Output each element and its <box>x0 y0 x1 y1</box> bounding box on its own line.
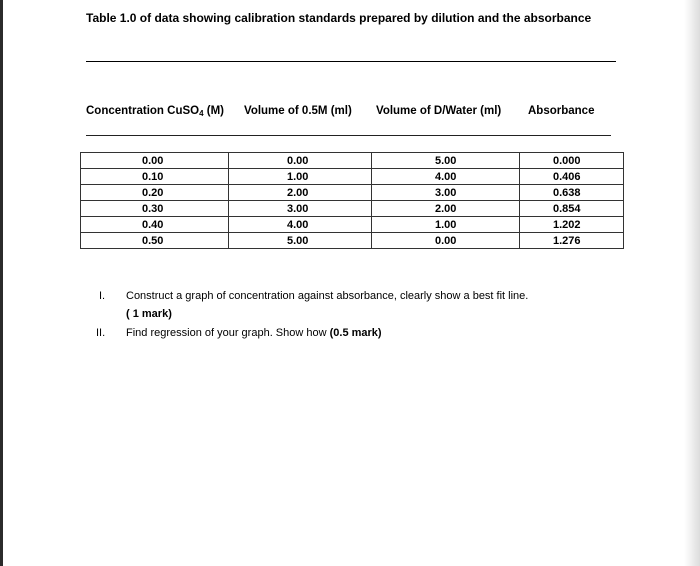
cell-volume-water: 0.00 <box>372 233 520 249</box>
question-2-text: Find regression of your graph. Show how (0.5 mark) <box>126 327 382 339</box>
table-title: Table 1.0 of data showing calibration standards prepared by dilution and the absorbance <box>86 11 592 25</box>
cell-concentration: 0.40 <box>81 217 229 233</box>
cell-absorbance: 0.854 <box>520 201 624 217</box>
cell-volume-stock: 5.00 <box>229 233 372 249</box>
calibration-table <box>80 152 624 249</box>
cell-volume-water: 4.00 <box>372 169 520 185</box>
cell-volume-stock: 4.00 <box>229 217 372 233</box>
cell-concentration: 0.00 <box>81 153 229 169</box>
cell-volume-stock: 3.00 <box>229 201 372 217</box>
cell-absorbance: 0.000 <box>520 153 624 169</box>
header-absorbance: Absorbance <box>528 105 595 117</box>
cell-volume-water: 2.00 <box>372 201 520 217</box>
header-concentration: Concentration CuSO$_4$ (M) <box>86 105 224 118</box>
page-left-edge <box>0 0 3 566</box>
table-row <box>81 185 624 201</box>
table-row <box>81 169 624 185</box>
header-volume-water: Volume of D/Water (ml) <box>376 105 502 117</box>
question-1-number: I. <box>99 290 106 302</box>
table-row <box>81 201 624 217</box>
cell-concentration: 0.30 <box>81 201 229 217</box>
cell-volume-water: 1.00 <box>372 217 520 233</box>
page-right-shadow <box>684 0 700 566</box>
cell-volume-water: 5.00 <box>372 153 520 169</box>
cell-absorbance: 0.406 <box>520 169 624 185</box>
cell-absorbance: 0.638 <box>520 185 624 201</box>
table-row <box>81 233 624 249</box>
cell-absorbance: 1.202 <box>520 217 624 233</box>
answer-line <box>86 61 616 62</box>
question-1-marks: ( 1 mark) <box>126 308 172 320</box>
cell-volume-stock: 0.00 <box>229 153 372 169</box>
header-underline <box>86 135 611 136</box>
header-volume-stock: Volume of 0.5M (ml) <box>244 105 352 117</box>
cell-volume-stock: 2.00 <box>229 185 372 201</box>
cell-concentration: 0.50 <box>81 233 229 249</box>
question-2-number: II. <box>96 327 106 339</box>
cell-concentration: 0.20 <box>81 185 229 201</box>
cell-concentration: 0.10 <box>81 169 229 185</box>
cell-volume-stock: 1.00 <box>229 169 372 185</box>
table-row <box>81 217 624 233</box>
cell-absorbance: 1.276 <box>520 233 624 249</box>
cell-volume-water: 3.00 <box>372 185 520 201</box>
table-row <box>81 153 624 169</box>
question-1-text: Construct a graph of concentration against absorbance, clearly show a best fit line. <box>126 290 529 302</box>
question-2-marks: (0.5 mark) <box>329 327 382 339</box>
